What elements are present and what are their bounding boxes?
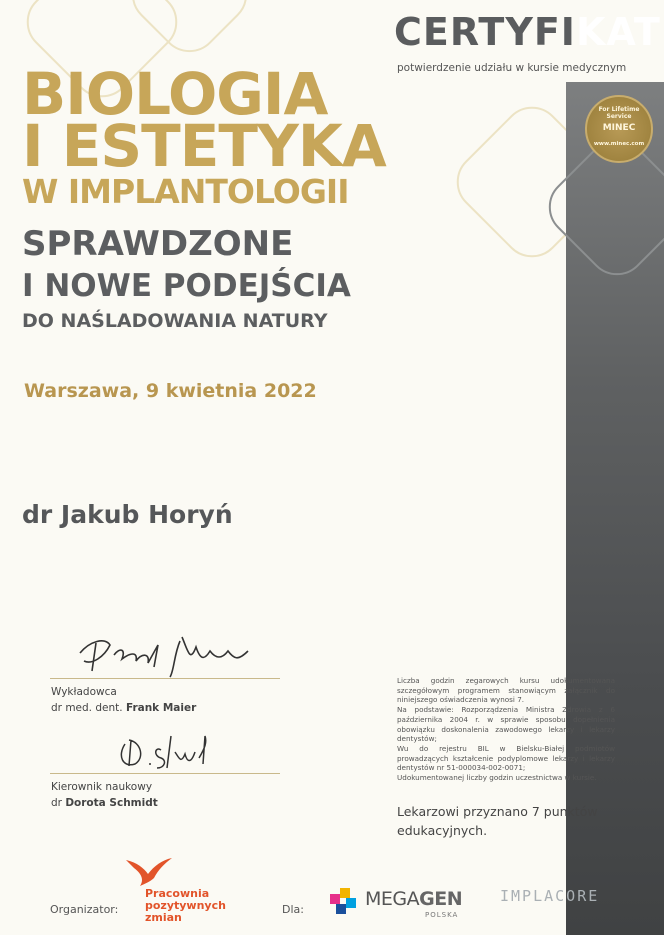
seal-bottom-text: www.minec.com (593, 141, 645, 147)
certificate-title-tail: KAT (575, 10, 661, 54)
signature-1-prefix: dr med. dent. (51, 702, 123, 714)
implacore-logo-text: IMPLACORE (500, 887, 600, 905)
signature-1-person (51, 702, 196, 714)
points-awarded-text: Lekarzowi przyznano 7 punktów edukacyjnych. (397, 804, 598, 838)
signature-line-1 (50, 678, 280, 679)
course-subtitle-line2: I NOWE PODEJŚCIA (22, 268, 351, 304)
seal-brand: MINEC (602, 123, 636, 133)
signature-2-person (51, 797, 158, 809)
legal-paragraph-4: Udokumentowanej liczby godzin uczestnictwa w kursie. (397, 773, 597, 783)
legal-paragraph-1: Liczba godzin zegarowych kursu udokumentowana szczegółowym programem stanowiącym załącznik do niniejszego oświadczenia wynosi 7. (397, 676, 615, 705)
for-label: Dla: (282, 903, 304, 916)
signature-dorota-schmidt (115, 728, 225, 774)
megagen-logo-icon (330, 888, 360, 918)
megagen-logo-text (365, 888, 462, 910)
hummingbird-logo-icon (124, 852, 174, 888)
course-title-line1: BIOLOGIA (22, 60, 328, 128)
signature-line-2 (50, 773, 280, 774)
certificate-title (394, 10, 661, 54)
megagen-mega: MEGA (365, 888, 420, 910)
certificate-title-main: CERTYFI (394, 10, 576, 54)
seal-top-text: For Lifetime Service (598, 106, 640, 120)
recipient-name: dr Jakub Horyń (22, 500, 233, 529)
signature-2-name: Dorota Schmidt (65, 797, 158, 809)
organizer-logo-text (145, 888, 226, 924)
organizer-label: Organizator: (50, 903, 119, 916)
course-subtitle-line1: SPRAWDZONE (22, 224, 294, 264)
certificate-subtitle: potwierdzenie udziału w kursie medycznym (397, 62, 627, 74)
signature-1-name: Frank Maier (125, 702, 197, 714)
course-title-line2: I ESTETYKA (22, 112, 386, 180)
course-date: Warszawa, 9 kwietnia 2022 (24, 380, 317, 402)
minec-seal (585, 95, 653, 163)
signature-frank-maier (70, 615, 270, 685)
legal-text-block (397, 676, 615, 783)
course-title-line3: W IMPLANTOLOGII (22, 172, 349, 211)
megagen-gen: GEN (419, 888, 463, 910)
signature-2-prefix: dr (51, 797, 62, 809)
legal-paragraph-3: Wu do rejestru BIL w Bielsku-Białej podmiotów prowadzących kształcenie podyplomowe lekarzy i lekarzy dentystów nr 51-000034-002-0071; (397, 743, 615, 773)
course-subtitle-line3: DO NAŚLADOWANIA NATURY (22, 310, 328, 332)
organizer-logo-line1: Pracownia (145, 887, 210, 900)
signature-1-role: Wykładowca (51, 686, 117, 698)
legal-paragraph-2: Na podstawie: Rozporządzenia Ministra Zdrowia z 6 października 2004 r. w sprawie sposobu dopełnienia obowiązku doskonalenia zawodowego lekarzy i lekarzy dentystów; (397, 705, 615, 744)
organizer-logo-line2: pozytywnych (145, 899, 226, 912)
signature-2-role: Kierownik naukowy (51, 781, 153, 793)
megagen-polska: POLSKA (425, 911, 459, 919)
organizer-logo-line3: zmian (145, 911, 182, 924)
